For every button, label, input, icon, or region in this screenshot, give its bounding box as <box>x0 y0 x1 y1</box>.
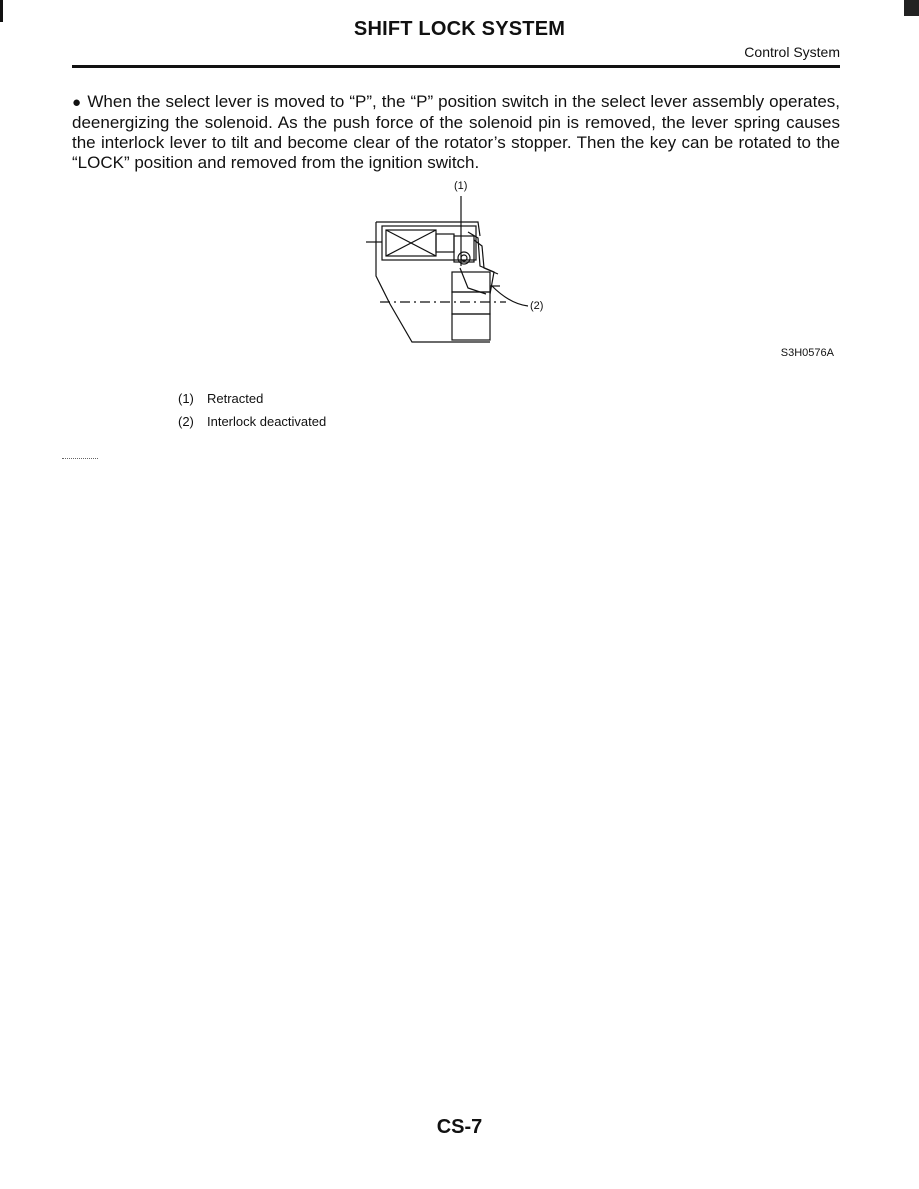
body-paragraph-text: When the select lever is moved to “P”, the “P” position switch in the select lever assembly operates, deenergizing the solenoid. As the push force of the solenoid pin is removed, the lever spring causes the interlock lever to tilt and become clear of the rotator’s stopper. Then the key can be rotated to the “LOCK” position and removed from the ignition switch. <box>72 92 840 172</box>
section-title: SHIFT LOCK SYSTEM <box>353 18 566 40</box>
housing-outline <box>376 222 490 342</box>
figure-code: S3H0576A <box>780 347 834 359</box>
body-paragraph <box>72 92 840 173</box>
figure-legend <box>178 387 326 433</box>
legend-label: Retracted <box>207 391 264 406</box>
header-rule <box>72 65 840 68</box>
shift-lock-drawing <box>360 176 560 348</box>
bullet-icon: ● <box>72 94 82 111</box>
legend-item-2 <box>178 410 326 433</box>
shift-lock-diagram <box>360 176 560 348</box>
legend-number: (2) <box>178 414 194 429</box>
interlock-lever-edge <box>474 240 498 274</box>
page-number: CS-7 <box>436 1116 483 1138</box>
legend-item-1 <box>178 387 326 410</box>
callout-1-label: (1) <box>454 180 468 192</box>
callout-2-label: (2) <box>530 300 544 312</box>
scan-edge-mark-right <box>904 0 919 16</box>
lower-block-3 <box>452 314 490 340</box>
lever-housing <box>454 236 474 262</box>
lower-block-2 <box>452 292 490 314</box>
section-subtitle: Control System <box>744 44 840 60</box>
legend-number: (1) <box>178 391 194 406</box>
callout-2-leader <box>492 286 528 306</box>
solenoid-body <box>382 226 476 260</box>
scan-speck <box>62 458 98 461</box>
legend-label: Interlock deactivated <box>207 414 327 429</box>
solenoid-pin-block <box>436 234 454 252</box>
